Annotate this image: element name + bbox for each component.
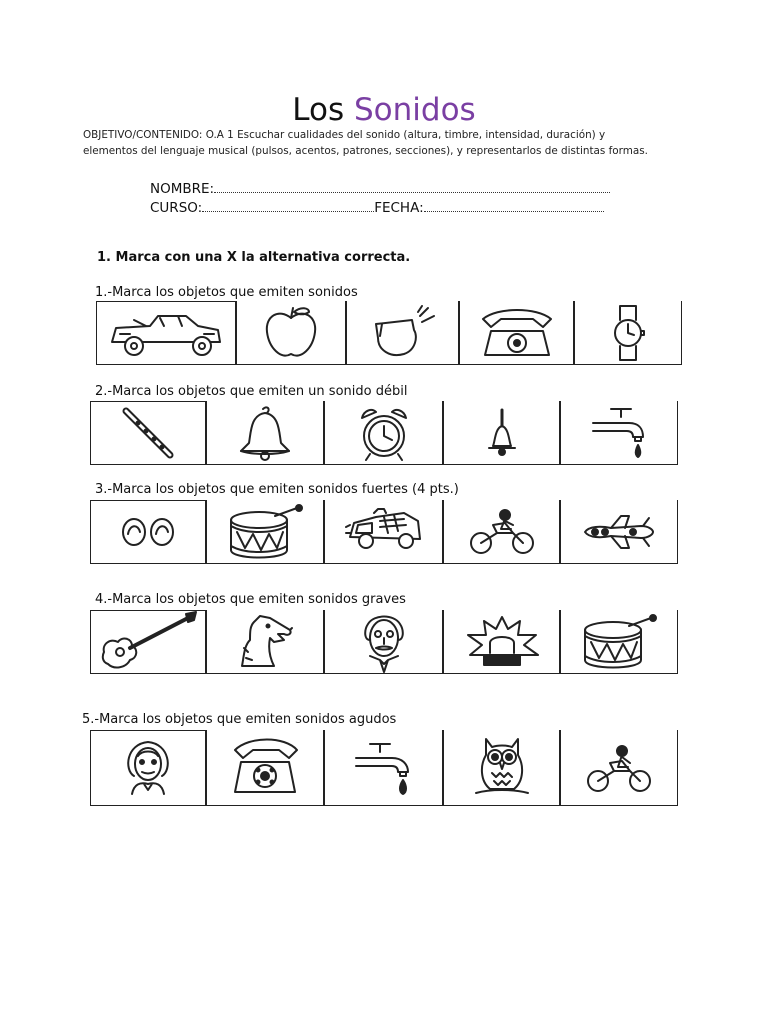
apple-icon <box>261 304 321 362</box>
question-3-row <box>90 500 678 564</box>
handbell-icon <box>485 408 519 458</box>
nombre-line[interactable] <box>214 181 610 193</box>
motorcycle-icon <box>467 507 537 557</box>
curso-fecha-field[interactable] <box>150 200 604 216</box>
question-5-label: 5.-Marca los objetos que emiten sonidos agudos <box>82 712 397 727</box>
q1-option-wristwatch[interactable] <box>574 301 682 365</box>
q4-option-man-face[interactable] <box>324 610 443 674</box>
curso-label: CURSO: <box>150 200 203 216</box>
question-5-row <box>90 730 678 806</box>
guitar-icon <box>96 612 200 672</box>
faucet-icon <box>589 405 649 461</box>
man-face-icon <box>356 610 412 674</box>
question-2-label: 2.-Marca los objetos que emiten un sonido débil <box>95 384 408 399</box>
nombre-field[interactable] <box>150 181 610 197</box>
motorcycle-icon <box>584 741 654 795</box>
question-1-label: 1.-Marca los objetos que emiten sonidos <box>95 285 358 300</box>
q4-option-drum[interactable] <box>560 610 678 674</box>
objective-line-2: elementos del lenguaje musical (pulsos, acentos, patrones, secciones), y representarlos de distintas formas. <box>83 145 648 157</box>
q2-option-faucet[interactable] <box>560 401 678 465</box>
q1-option-telephone[interactable] <box>459 301 574 365</box>
car-icon <box>106 306 226 360</box>
title-word-sonidos: Sonidos <box>354 92 476 128</box>
question-2-row <box>90 401 678 465</box>
question-3-label: 3.-Marca los objetos que emiten sonidos fuertes (4 pts.) <box>95 482 459 497</box>
wristwatch-icon <box>608 304 648 362</box>
owl-icon <box>474 735 530 801</box>
bell-icon <box>233 405 297 461</box>
q1-option-car[interactable] <box>96 301 236 365</box>
q2-option-handbell[interactable] <box>443 401 560 465</box>
dog-icon <box>230 612 300 672</box>
woman-face-icon <box>116 736 180 800</box>
fire-truck-icon <box>344 507 424 557</box>
question-4-label: 4.-Marca los objetos que emiten sonidos graves <box>95 592 406 607</box>
instruction: 1. Marca con una X la alternativa correcta. <box>97 250 411 265</box>
q5-option-telephone[interactable] <box>206 730 324 806</box>
whistle-icon <box>368 306 438 360</box>
q2-option-alarm-clock[interactable] <box>324 401 443 465</box>
q4-option-guitar[interactable] <box>90 610 206 674</box>
objective-line-1: OBJETIVO/CONTENIDO: O.A 1 Escuchar cualidades del sonido (altura, timbre, intensidad, duración) y <box>83 129 606 141</box>
telephone-icon <box>227 736 303 800</box>
page-title <box>0 92 768 128</box>
q3-option-cymbals[interactable] <box>90 500 206 564</box>
q4-option-dog[interactable] <box>206 610 324 674</box>
q5-option-woman-face[interactable] <box>90 730 206 806</box>
q5-option-faucet[interactable] <box>324 730 443 806</box>
faucet-icon <box>352 738 416 798</box>
alarm-clock-icon <box>354 404 414 462</box>
q1-option-whistle[interactable] <box>346 301 459 365</box>
question-1-row <box>96 301 682 365</box>
curso-line[interactable] <box>202 200 374 212</box>
fecha-label: FECHA: <box>374 200 424 216</box>
q3-option-fire-truck[interactable] <box>324 500 443 564</box>
airplane-icon <box>581 512 657 552</box>
cymbals-icon <box>118 512 178 552</box>
objective-text <box>83 127 693 159</box>
q3-option-airplane[interactable] <box>560 500 678 564</box>
drum-icon <box>579 614 659 670</box>
q5-option-owl[interactable] <box>443 730 560 806</box>
nombre-label: NOMBRE: <box>150 181 215 197</box>
q4-option-siren-light[interactable] <box>443 610 560 674</box>
flute-icon <box>118 405 178 461</box>
q3-option-motorcycle[interactable] <box>443 500 560 564</box>
q2-option-bell[interactable] <box>206 401 324 465</box>
question-4-row <box>90 610 678 674</box>
siren-light-icon <box>462 613 542 671</box>
q3-option-drum[interactable] <box>206 500 324 564</box>
q2-option-flute[interactable] <box>90 401 206 465</box>
drum-icon <box>225 504 305 560</box>
q5-option-motorcycle[interactable] <box>560 730 678 806</box>
title-word-los: Los <box>292 92 345 128</box>
telephone-icon <box>477 305 557 361</box>
fecha-line[interactable] <box>424 200 604 212</box>
q1-option-apple[interactable] <box>236 301 346 365</box>
